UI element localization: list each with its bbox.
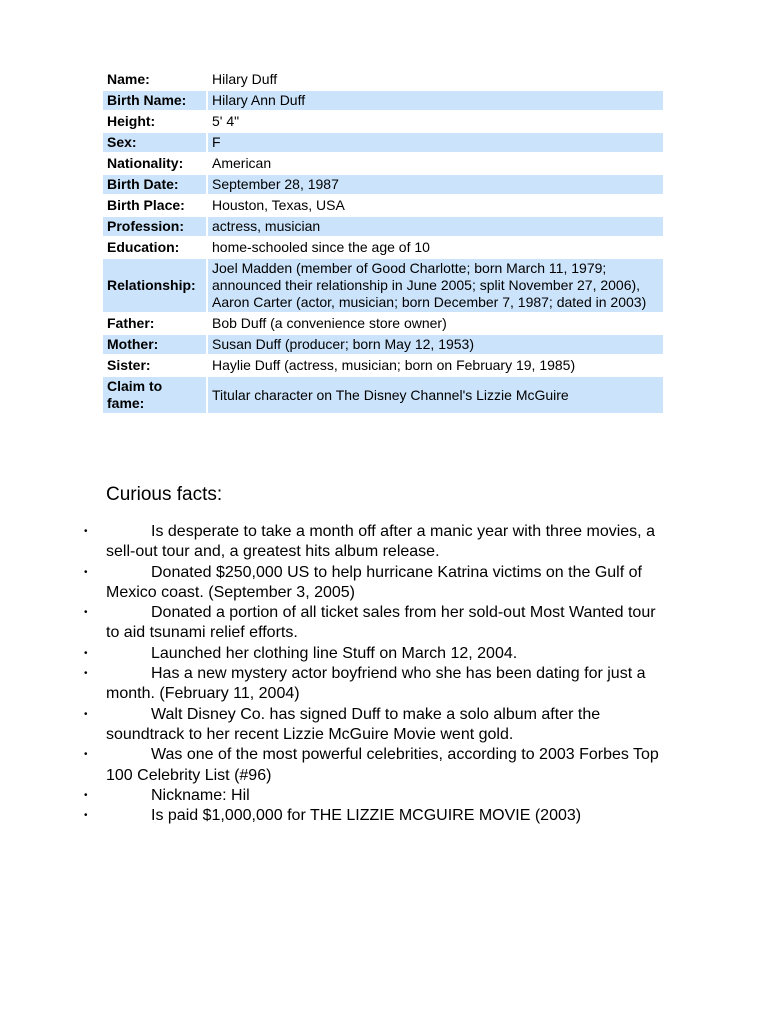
- list-item-text: Was one of the most powerful celebrities, according to 2003 Forbes Top 100 Celebrity List (#96): [106, 746, 659, 784]
- table-row: [103, 154, 663, 173]
- table-row: [103, 238, 663, 257]
- table-row: [103, 259, 663, 312]
- row-value: Haylie Duff (actress, musician; born on February 19, 1985): [206, 356, 663, 375]
- bullet-icon: •: [84, 668, 88, 680]
- row-label: Height:: [107, 113, 156, 129]
- facts-list: [0, 522, 668, 826]
- bullet-icon: •: [84, 789, 88, 801]
- bullet-icon: •: [84, 749, 88, 761]
- table-row: [103, 217, 663, 236]
- list-item: [0, 745, 668, 786]
- bullet-icon: •: [84, 566, 88, 578]
- row-value: F: [206, 133, 663, 152]
- list-item-text: Is desperate to take a month off after a manic year with three movies, a sell-out tour and, a greatest hits album release.: [106, 523, 655, 561]
- row-label: Father:: [107, 315, 155, 331]
- bullet-icon: •: [84, 647, 88, 659]
- bullet-icon: •: [84, 607, 88, 619]
- table-row: [103, 335, 663, 354]
- row-label: Education:: [107, 239, 180, 255]
- list-item: [0, 644, 668, 664]
- table-row: [103, 314, 663, 333]
- table-row: [103, 196, 663, 215]
- table-row: [103, 175, 663, 194]
- row-value: Titular character on The Disney Channel's Lizzie McGuire: [206, 377, 663, 413]
- row-value: Susan Duff (producer; born May 12, 1953): [206, 335, 663, 354]
- bullet-icon: •: [84, 526, 88, 537]
- row-value: home-schooled since the age of 10: [206, 238, 663, 257]
- row-value: 5' 4": [206, 112, 663, 131]
- list-item: [0, 522, 668, 563]
- list-item-text: Has a new mystery actor boyfriend who she has been dating for just a month. (February 11, 2004): [106, 665, 646, 703]
- profile-table: [103, 68, 663, 415]
- list-item-text: Nickname: Hil: [151, 786, 250, 804]
- row-label: Mother:: [103, 335, 206, 354]
- row-value: actress, musician: [206, 217, 663, 236]
- row-value: Bob Duff (a convenience store owner): [206, 314, 663, 333]
- table-row: [103, 356, 663, 375]
- list-item-text: Walt Disney Co. has signed Duff to make a solo album after the soundtrack to her recent Lizzie McGuire Movie went gold.: [106, 705, 601, 743]
- list-item: [0, 664, 668, 705]
- list-item: [0, 786, 668, 806]
- list-item-text: Donated a portion of all ticket sales from her sold-out Most Wanted tour to aid tsunami relief efforts.: [106, 604, 656, 642]
- row-label: Claim to fame:: [103, 377, 206, 413]
- table-row: [103, 377, 663, 413]
- list-item: [0, 603, 668, 644]
- list-item-text: Launched her clothing line Stuff on March 12, 2004.: [151, 644, 518, 662]
- row-label: Name:: [107, 71, 150, 87]
- row-value: Houston, Texas, USA: [206, 196, 663, 215]
- table-row: [103, 70, 663, 89]
- row-value: Joel Madden (member of Good Charlotte; born March 11, 1979; announced their relationship in June 2005; split November 27, 2006), Aaron Carter (actor, musician; born December 7, 1987; dated in 2003): [206, 259, 663, 312]
- section-heading: Curious facts:: [106, 484, 223, 505]
- row-value: Hilary Ann Duff: [206, 91, 663, 110]
- row-label: Sister:: [107, 357, 151, 373]
- table-row: [103, 133, 663, 152]
- row-label: Birth Name:: [103, 91, 206, 110]
- list-item-text: Donated $250,000 US to help hurricane Katrina victims on the Gulf of Mexico coast. (September 3, 2005): [106, 563, 642, 601]
- row-label: Birth Date:: [103, 175, 206, 194]
- table-row: [103, 112, 663, 131]
- row-label: Birth Place:: [107, 197, 185, 213]
- bullet-icon: •: [84, 810, 88, 822]
- row-label: Relationship:: [103, 259, 206, 312]
- list-item: [0, 705, 668, 746]
- row-value: Hilary Duff: [206, 70, 663, 89]
- table-row: [103, 91, 663, 110]
- bullet-icon: •: [84, 708, 88, 720]
- row-label: Nationality:: [107, 155, 184, 171]
- list-item: [0, 563, 668, 604]
- row-value: September 28, 1987: [206, 175, 663, 194]
- row-value: American: [206, 154, 663, 173]
- row-label: Sex:: [103, 133, 206, 152]
- list-item-text: Is paid $1,000,000 for THE LIZZIE MCGUIRE MOVIE (2003): [151, 807, 582, 825]
- row-label: Profession:: [103, 217, 206, 236]
- list-item: [0, 806, 668, 826]
